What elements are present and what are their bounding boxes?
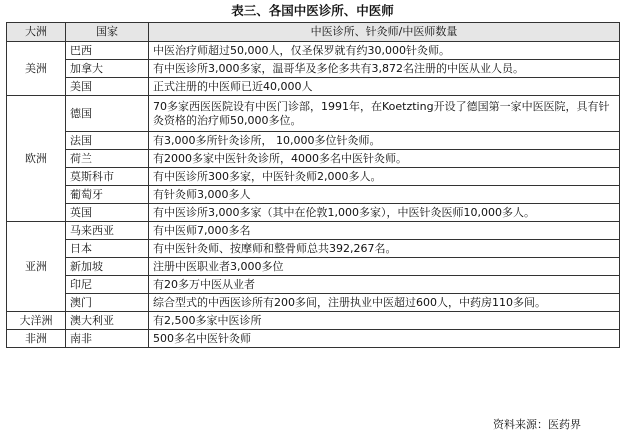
country-cell: 莫斯科市: [66, 168, 149, 186]
table-title: 表三、各国中医诊所、中医师: [231, 3, 394, 18]
table-row: [7, 222, 620, 240]
country-cell: 荷兰: [66, 150, 149, 168]
header-country: 国家: [66, 23, 149, 42]
country-cell: 新加坡: [66, 258, 149, 276]
table-row: [7, 204, 620, 222]
region-cell: 非洲: [7, 330, 66, 348]
region-cell: 欧洲: [7, 96, 66, 222]
country-cell: 德国: [66, 96, 149, 132]
table-row: [7, 258, 620, 276]
table-row: [7, 132, 620, 150]
table-row: [7, 312, 620, 330]
table-row: [7, 240, 620, 258]
table-row: [7, 330, 620, 348]
stat-cell: 70多家西医医院设有中医门诊部，1991年，在Koetzting开设了德国第一家中医医院，具有针灸资格的治疗师50,000多位。: [149, 96, 620, 132]
stat-cell: 综合型式的中西医诊所有200多间，注册执业中医超过600人，中药房110多间。: [149, 294, 620, 312]
country-cell: 英国: [66, 204, 149, 222]
country-cell: 澳大利亚: [66, 312, 149, 330]
country-cell: 澳门: [66, 294, 149, 312]
table-row: [7, 60, 620, 78]
source-note: 资料来源：医药界: [493, 418, 581, 431]
stat-cell: 有中医诊所300多家，中医针灸师2,000多人。: [149, 168, 620, 186]
country-cell: 法国: [66, 132, 149, 150]
stat-cell: 500多名中医针灸师: [149, 330, 620, 348]
stat-cell: 正式注册的中医师已近40,000人: [149, 78, 620, 96]
country-cell: 日本: [66, 240, 149, 258]
table-row: [7, 42, 620, 60]
stat-cell: 有20多万中医从业者: [149, 276, 620, 294]
table-row: [7, 276, 620, 294]
country-cell: 加拿大: [66, 60, 149, 78]
country-cell: 印尼: [66, 276, 149, 294]
stat-cell: 注册中医职业者3,000多位: [149, 258, 620, 276]
table-row: [7, 78, 620, 96]
region-cell: 大洋洲: [7, 312, 66, 330]
country-cell: 葡萄牙: [66, 186, 149, 204]
stat-cell: 有中医师7,000多名: [149, 222, 620, 240]
region-cell: 美洲: [7, 42, 66, 96]
table-row: [7, 150, 620, 168]
table-row: [7, 186, 620, 204]
stat-cell: 有中医诊所3,000多家（其中在伦敦1,000多家），中医针灸医师10,000多人。: [149, 204, 620, 222]
country-cell: 南非: [66, 330, 149, 348]
stat-cell: 有2,500多家中医诊所: [149, 312, 620, 330]
country-cell: 巴西: [66, 42, 149, 60]
stat-cell: 有中医诊所3,000多家，温哥华及多伦多共有3,872名注册的中医从业人员。: [149, 60, 620, 78]
header-stat: 中医诊所、针灸师/中医师数量: [149, 23, 620, 42]
stat-cell: 有2000多家中医针灸诊所，4000多名中医针灸师。: [149, 150, 620, 168]
stat-cell: 中医治疗师超过50,000人，仅圣保罗就有约30,000针灸师。: [149, 42, 620, 60]
header-region: 大洲: [7, 23, 66, 42]
table-row: [7, 168, 620, 186]
country-cell: 美国: [66, 78, 149, 96]
header-row: [7, 23, 620, 42]
clinics-table: [6, 22, 620, 348]
stat-cell: 有针灸师3,000多人: [149, 186, 620, 204]
table-row: [7, 96, 620, 132]
stat-cell: 有3,000多所针灸诊所， 10,000多位针灸师。: [149, 132, 620, 150]
region-cell: 亚洲: [7, 222, 66, 312]
stat-cell: 有中医针灸师、按摩师和整骨师总共392,267名。: [149, 240, 620, 258]
table-row: [7, 294, 620, 312]
country-cell: 马来西亚: [66, 222, 149, 240]
